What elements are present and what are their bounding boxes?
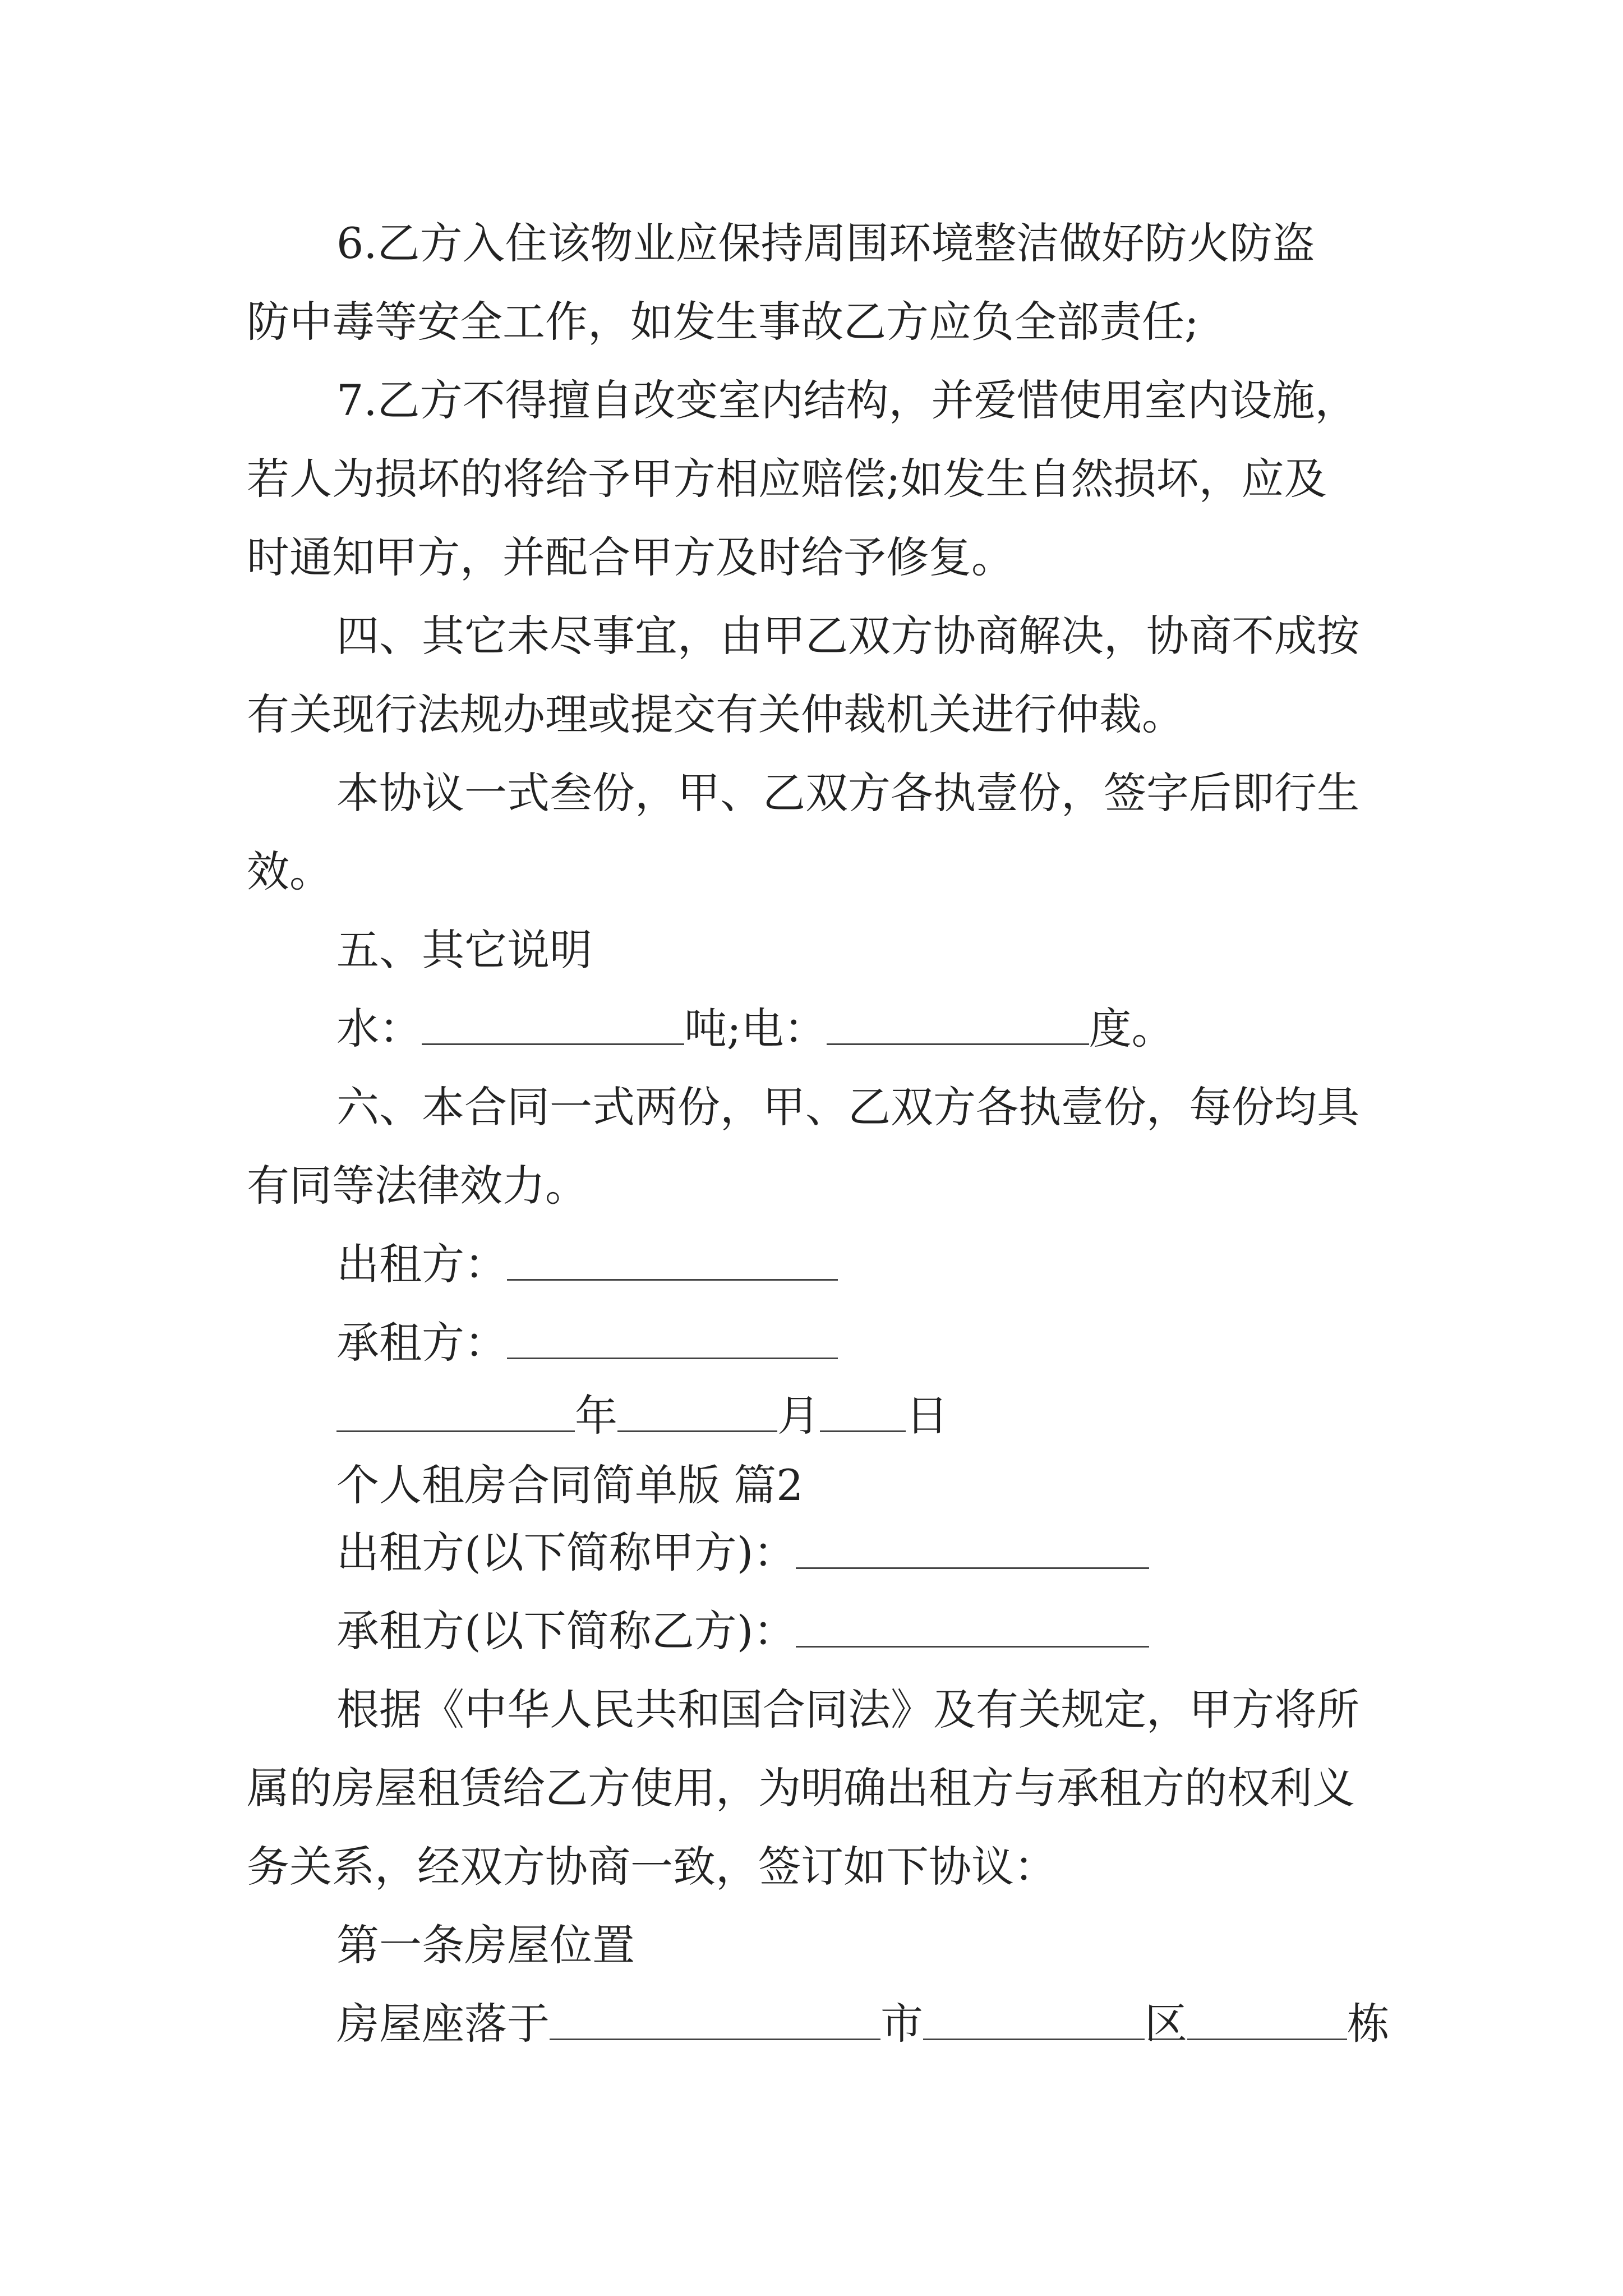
lessee-signature-line [336,1316,838,1370]
day-blank [820,1389,906,1432]
lessee-full-line [336,1604,1149,1658]
paragraph-line: 防中毒等安全工作，如发生事故乙方应负全部责任; [247,297,1199,347]
paragraph-line: 有同等法律效力。 [247,1161,588,1211]
lessor-label: 出租方： [336,1239,507,1289]
water-label: 水： [336,1004,422,1053]
month-label: 月 [777,1391,820,1441]
day-label: 日 [906,1391,948,1441]
lessor-full-line [336,1526,1149,1580]
paragraph-line: 六、本合同一式两份，甲、乙双方各执壹份，每份均具 [336,1082,1359,1132]
section-heading: 五、其它说明 [336,925,592,975]
paragraph-line: 7.乙方不得擅自改变室内结构，并爱惜使用室内设施， [336,375,1358,425]
building-label: 栋 [1347,1999,1390,2049]
location-prefix: 房屋座落于 [336,1999,550,2049]
utilities-line [336,1002,1174,1056]
paragraph-line: 效。 [247,846,332,896]
district-blank [1187,1997,1347,2040]
lessor-blank [507,1237,838,1281]
lessee-full-blank [796,1604,1149,1648]
lessee-full-label: 承租方(以下简称乙方)： [336,1606,796,1656]
paragraph-line: 6.乙方入住该物业应保持周围环境整洁做好防火防盗 [336,218,1315,268]
paragraph-line: 本协议一式叁份，甲、乙双方各执壹份，签字后即行生 [336,768,1359,818]
paragraph-line: 四、其它未尽事宜，由甲乙双方协商解决，协商不成按 [336,611,1359,661]
paragraph-line: 若人为损坏的将给予甲方相应赔偿;如发生自然损坏，应及 [247,454,1327,504]
month-blank [617,1389,777,1432]
lessor-full-label: 出租方(以下简称甲方)： [336,1527,796,1577]
paragraph-line: 务关系，经双方协商一致，签订如下协议： [247,1842,1057,1892]
paragraph-line: 根据《中华人民共和国合同法》及有关规定，甲方将所 [336,1685,1359,1734]
paragraph-line: 有关现行法规办理或提交有关仲裁机关进行仲裁。 [247,689,1184,739]
electricity-blank [827,1002,1089,1045]
paragraph-line: 时通知甲方，并配合甲方及时给予修复。 [247,532,1014,582]
location-blank [550,1997,880,2040]
location-line [336,1997,1390,2051]
article-heading: 第一条房屋位置 [336,1920,635,1970]
water-blank [422,1002,684,1045]
lessor-signature-line [336,1237,838,1291]
year-label: 年 [575,1391,617,1441]
electricity-unit: 度。 [1089,1004,1174,1053]
date-line [336,1389,948,1443]
lessee-blank [507,1316,838,1359]
paragraph-line: 属的房屋租赁给乙方使用，为明确出租方与承租方的权利义 [247,1763,1355,1813]
city-blank [923,1997,1145,2040]
lessor-full-blank [796,1526,1149,1569]
year-blank [336,1389,575,1432]
district-label: 区 [1145,1999,1187,2049]
water-unit: 吨;电： [684,1004,827,1053]
lessee-label: 承租方： [336,1318,507,1368]
city-label: 市 [880,1999,923,2049]
section-title: 个人租房合同简单版 篇2 [336,1460,804,1510]
